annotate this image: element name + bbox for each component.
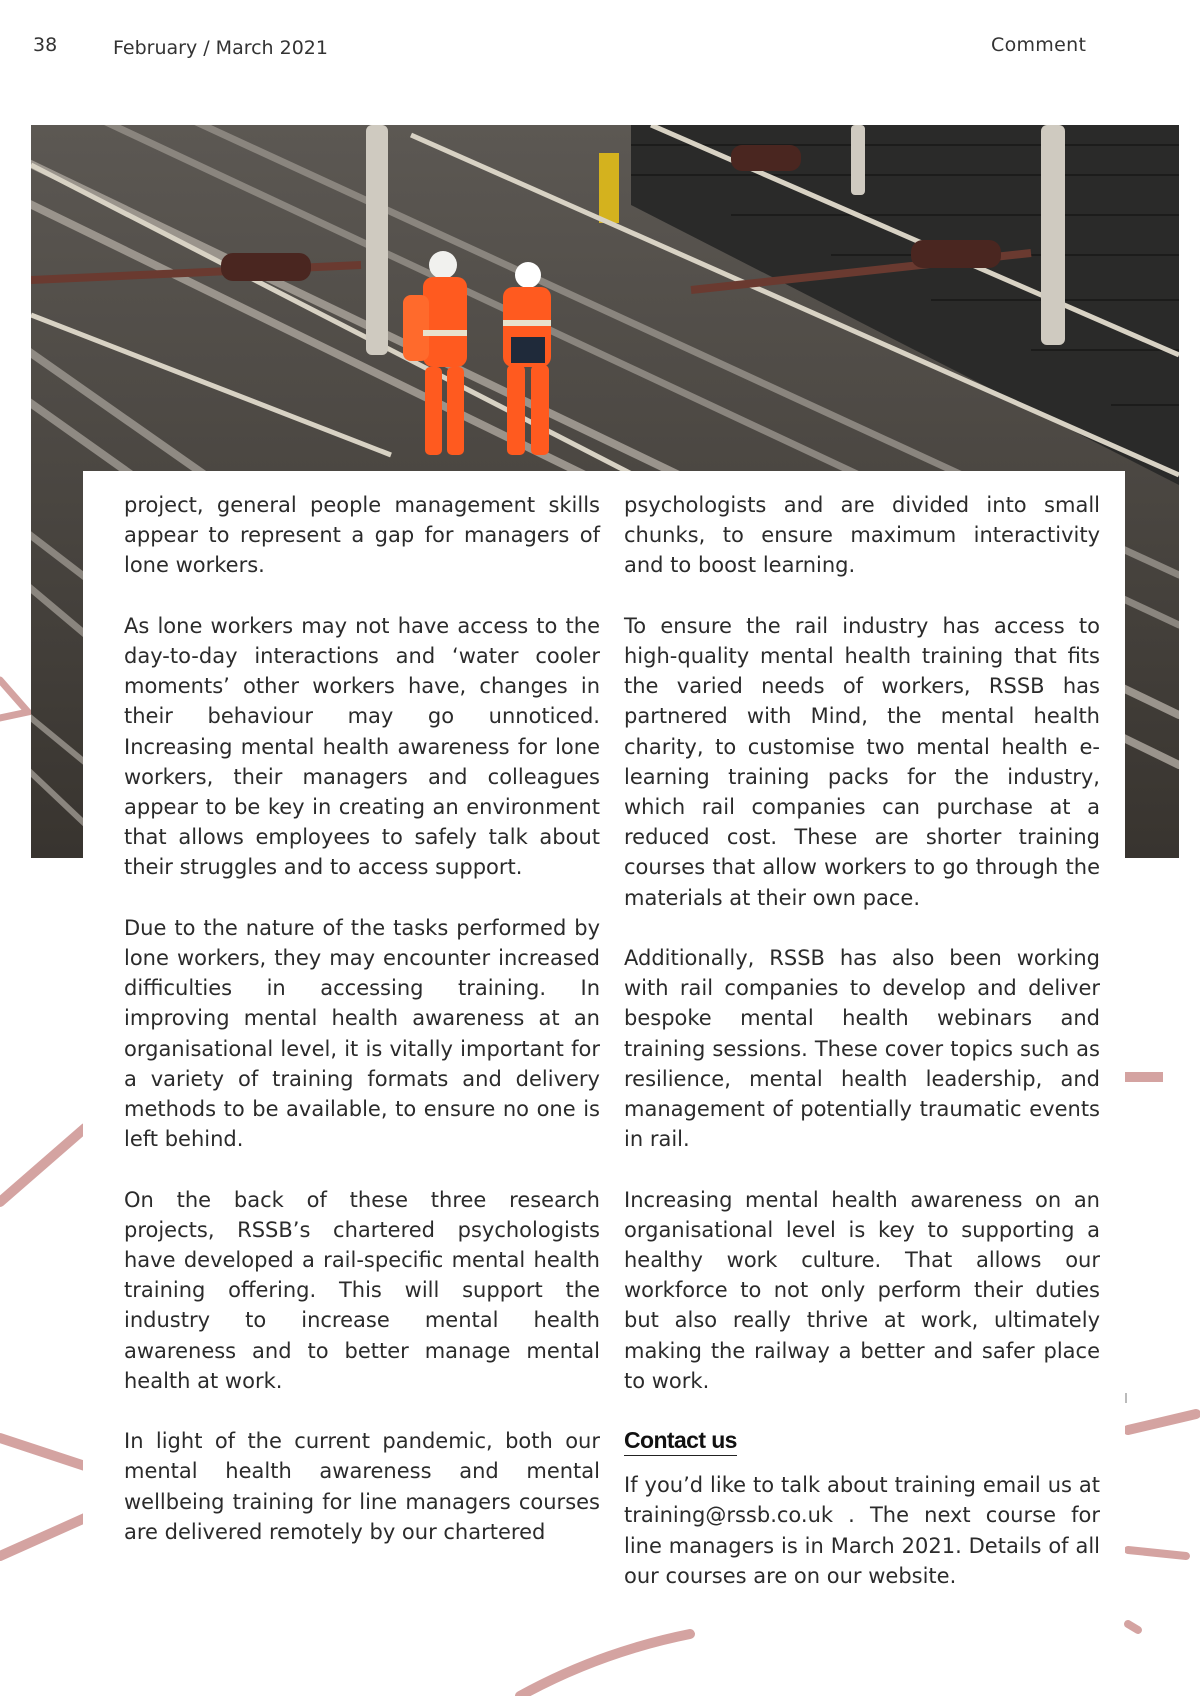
contact-paragraph: If you’d like to talk about training email us at training@rssb.co.uk . The next course for line managers is in March 2021. Details of all our courses are on our website.: [624, 1473, 1100, 1588]
brush-stroke: [0, 1438, 85, 1466]
paragraph: In light of the current pandemic, both our mental health awareness and mental wellbeing training for line managers courses are delivered remotely by our chartered: [124, 1429, 600, 1544]
brush-stroke: [1128, 1624, 1138, 1630]
article-column-right: [624, 490, 1100, 1591]
brush-stroke: [1128, 1414, 1196, 1430]
brush-stroke: [1125, 1072, 1163, 1082]
paragraph: To ensure the rail industry has access to high-quality mental health training that fits the varied needs of workers, RSSB has partnered with Mind, the mental health charity, to customise two mental health e-learning training packs for the industry, which rail companies can purchase at a reduced cost. These are shorter training courses that allow workers to go through the materials at their own pace.: [624, 613, 1100, 910]
brush-stroke: [0, 1518, 85, 1556]
paragraph: As lone workers may not have access to the day-to-day interactions and ‘water cooler moments’ other workers have, changes in their behaviour may go unnoticed. Increasing mental health awareness for lone workers, their managers and colleagues appear to be key in creating an environment that allows employees to safely talk about their struggles and to access support.: [124, 613, 600, 880]
brush-stroke: [1125, 1393, 1127, 1403]
article-text-panel: [83, 471, 1125, 1588]
contact-us-heading: Contact us: [624, 1426, 737, 1456]
article-column-left: [124, 490, 600, 1547]
brush-stroke: [0, 680, 28, 718]
paragraph: Increasing mental health awareness on an organisational level is key to supporting a healthy work culture. That allows our workforce to not only perform their duties but also really thrive at work, ultimately making the railway a better and safer place to work.: [624, 1187, 1100, 1393]
page-number: 38: [33, 34, 58, 56]
paragraph: psychologists and are divided into small chunks, to ensure maximum interactivity and to boost learning.: [624, 493, 1100, 578]
paragraph: Due to the nature of the tasks performed by lone workers, they may encounter increased difficulties in accessing training. In improving mental health awareness at an organisational level, it is vitally important for a variety of training formats and delivery methods to be available, to ensure no one is left behind.: [124, 915, 600, 1152]
brush-stroke: [0, 1128, 85, 1202]
issue-date: February / March 2021: [113, 37, 328, 59]
section-label: Comment: [991, 34, 1087, 56]
brush-stroke: [520, 1634, 690, 1696]
yellow-sign: [599, 153, 619, 223]
paragraph: project, general people management skills appear to represent a gap for managers of lone workers.: [124, 493, 600, 578]
paragraph: On the back of these three research projects, RSSB’s chartered psychologists have developed a rail-specific mental health training offering. This will support the industry to increase mental health awareness and to better manage mental health at work.: [124, 1187, 600, 1393]
paragraph: Additionally, RSSB has also been working with rail companies to develop and deliver bespoke mental health webinars and training sessions. These cover topics such as resilience, mental health leadership, and management of potentially traumatic events in rail.: [624, 946, 1100, 1152]
brush-stroke: [1128, 1550, 1186, 1556]
